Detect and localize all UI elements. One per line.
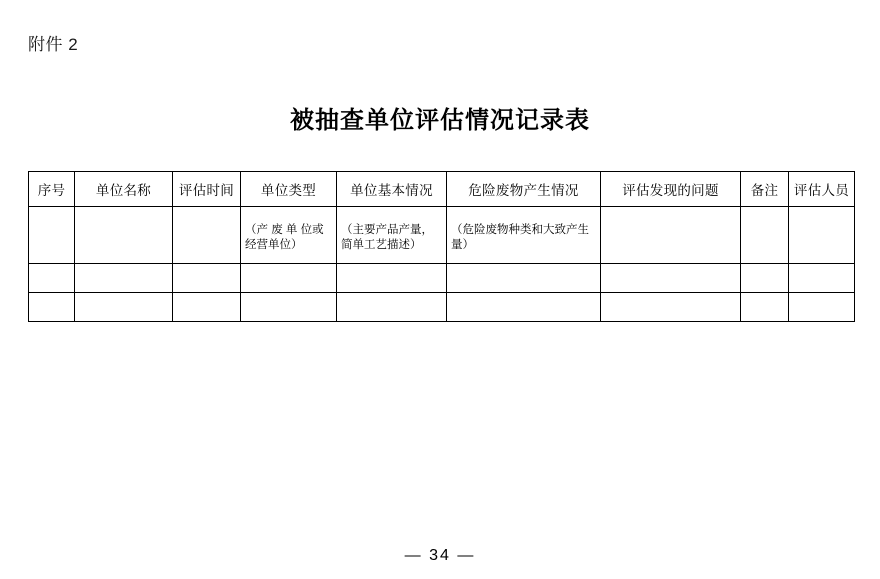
table-cell[interactable] bbox=[789, 207, 855, 264]
table-cell[interactable] bbox=[741, 264, 789, 293]
table-header-cell: 评估人员 bbox=[789, 172, 855, 207]
table-hint-row bbox=[29, 207, 855, 264]
record-table-container bbox=[28, 171, 854, 322]
table-cell[interactable] bbox=[741, 207, 789, 264]
table-cell[interactable] bbox=[75, 207, 173, 264]
table-cell[interactable] bbox=[601, 264, 741, 293]
table-header-cell: 单位基本情况 bbox=[337, 172, 447, 207]
table-cell[interactable] bbox=[447, 264, 601, 293]
table-cell[interactable] bbox=[741, 293, 789, 322]
table-cell[interactable] bbox=[601, 293, 741, 322]
table-cell[interactable] bbox=[241, 293, 337, 322]
table-cell[interactable] bbox=[75, 293, 173, 322]
table-cell[interactable] bbox=[789, 293, 855, 322]
table-header-row bbox=[29, 172, 855, 207]
table-cell-hint[interactable] bbox=[241, 207, 337, 264]
table-cell[interactable] bbox=[173, 264, 241, 293]
table-row bbox=[29, 293, 855, 322]
table-cell[interactable] bbox=[173, 207, 241, 264]
hint-text: （主要产品产量，简单工艺描述） bbox=[341, 223, 433, 251]
page-number: — 34 — bbox=[404, 547, 476, 564]
attachment-label: 附件 2 bbox=[28, 35, 79, 54]
table-cell[interactable] bbox=[75, 264, 173, 293]
table-header-cell: 评估发现的问题 bbox=[601, 172, 741, 207]
record-table bbox=[28, 171, 855, 322]
table-cell[interactable] bbox=[447, 293, 601, 322]
page-title: 被抽查单位评估情况记录表 bbox=[290, 107, 590, 134]
table-cell[interactable] bbox=[29, 264, 75, 293]
table-header-cell: 单位类型 bbox=[241, 172, 337, 207]
table-cell-hint[interactable] bbox=[447, 207, 601, 264]
table-header-cell: 备注 bbox=[741, 172, 789, 207]
table-cell[interactable] bbox=[337, 293, 447, 322]
table-row bbox=[29, 264, 855, 293]
hint-text: （危险废物种类和大致产生量） bbox=[451, 223, 589, 251]
table-cell[interactable] bbox=[337, 264, 447, 293]
table-header-cell: 危险废物产生情况 bbox=[447, 172, 601, 207]
table-cell[interactable] bbox=[241, 264, 337, 293]
hint-text: （产 废 单 位或经营单位） bbox=[245, 223, 324, 251]
table-cell[interactable] bbox=[29, 207, 75, 264]
table-header-cell: 序号 bbox=[29, 172, 75, 207]
table-cell-hint[interactable] bbox=[337, 207, 447, 264]
table-header-cell: 评估时间 bbox=[173, 172, 241, 207]
table-cell[interactable] bbox=[601, 207, 741, 264]
table-cell[interactable] bbox=[173, 293, 241, 322]
table-cell[interactable] bbox=[789, 264, 855, 293]
table-cell[interactable] bbox=[29, 293, 75, 322]
table-header-cell: 单位名称 bbox=[75, 172, 173, 207]
